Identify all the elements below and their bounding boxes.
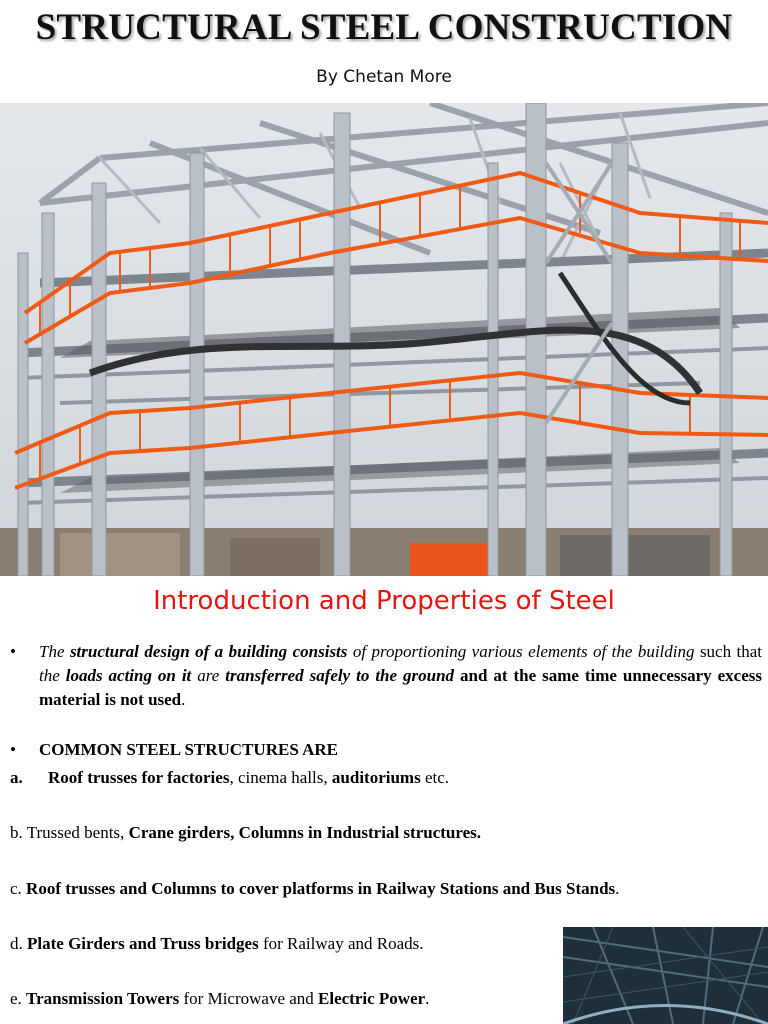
list-item-c: c. Roof trusses and Columns to cover platforms in Railway Stations and Bus Stands. [10, 879, 620, 898]
bullet-heading: COMMON STEEL STRUCTURES ARE [39, 740, 338, 759]
list-item-a: a. Roof trusses for factories, cinema halls, auditoriums etc. [10, 768, 450, 787]
bullet-structural-design [10, 640, 762, 712]
steel-frame-photo [0, 103, 768, 576]
bullet-marker: • [10, 642, 16, 661]
list-item-d: d. Plate Girders and Truss bridges for Railway and Roads. [10, 934, 424, 953]
list-item-b: b. Trussed bents, Crane girders, Columns in Industrial structures. [10, 823, 482, 842]
list-item-e: e. Transmission Towers for Microwave and Electric Power. [10, 989, 430, 1008]
steel-roof-photo [563, 927, 768, 1024]
bullet-marker: • [10, 740, 16, 759]
document-title: STRUCTURAL STEEL CONSTRUCTION [35, 7, 733, 48]
bullet-common-structures [10, 740, 338, 760]
section-heading: Introduction and Properties of Steel [153, 586, 615, 616]
bullet-text: The structural design of a building consists of proportioning various elements of the building such that the loads acting on it are transferred safely to the ground and at the same time unnecessary excess material is not used. [39, 642, 763, 709]
author-byline: By Chetan More [316, 67, 452, 87]
